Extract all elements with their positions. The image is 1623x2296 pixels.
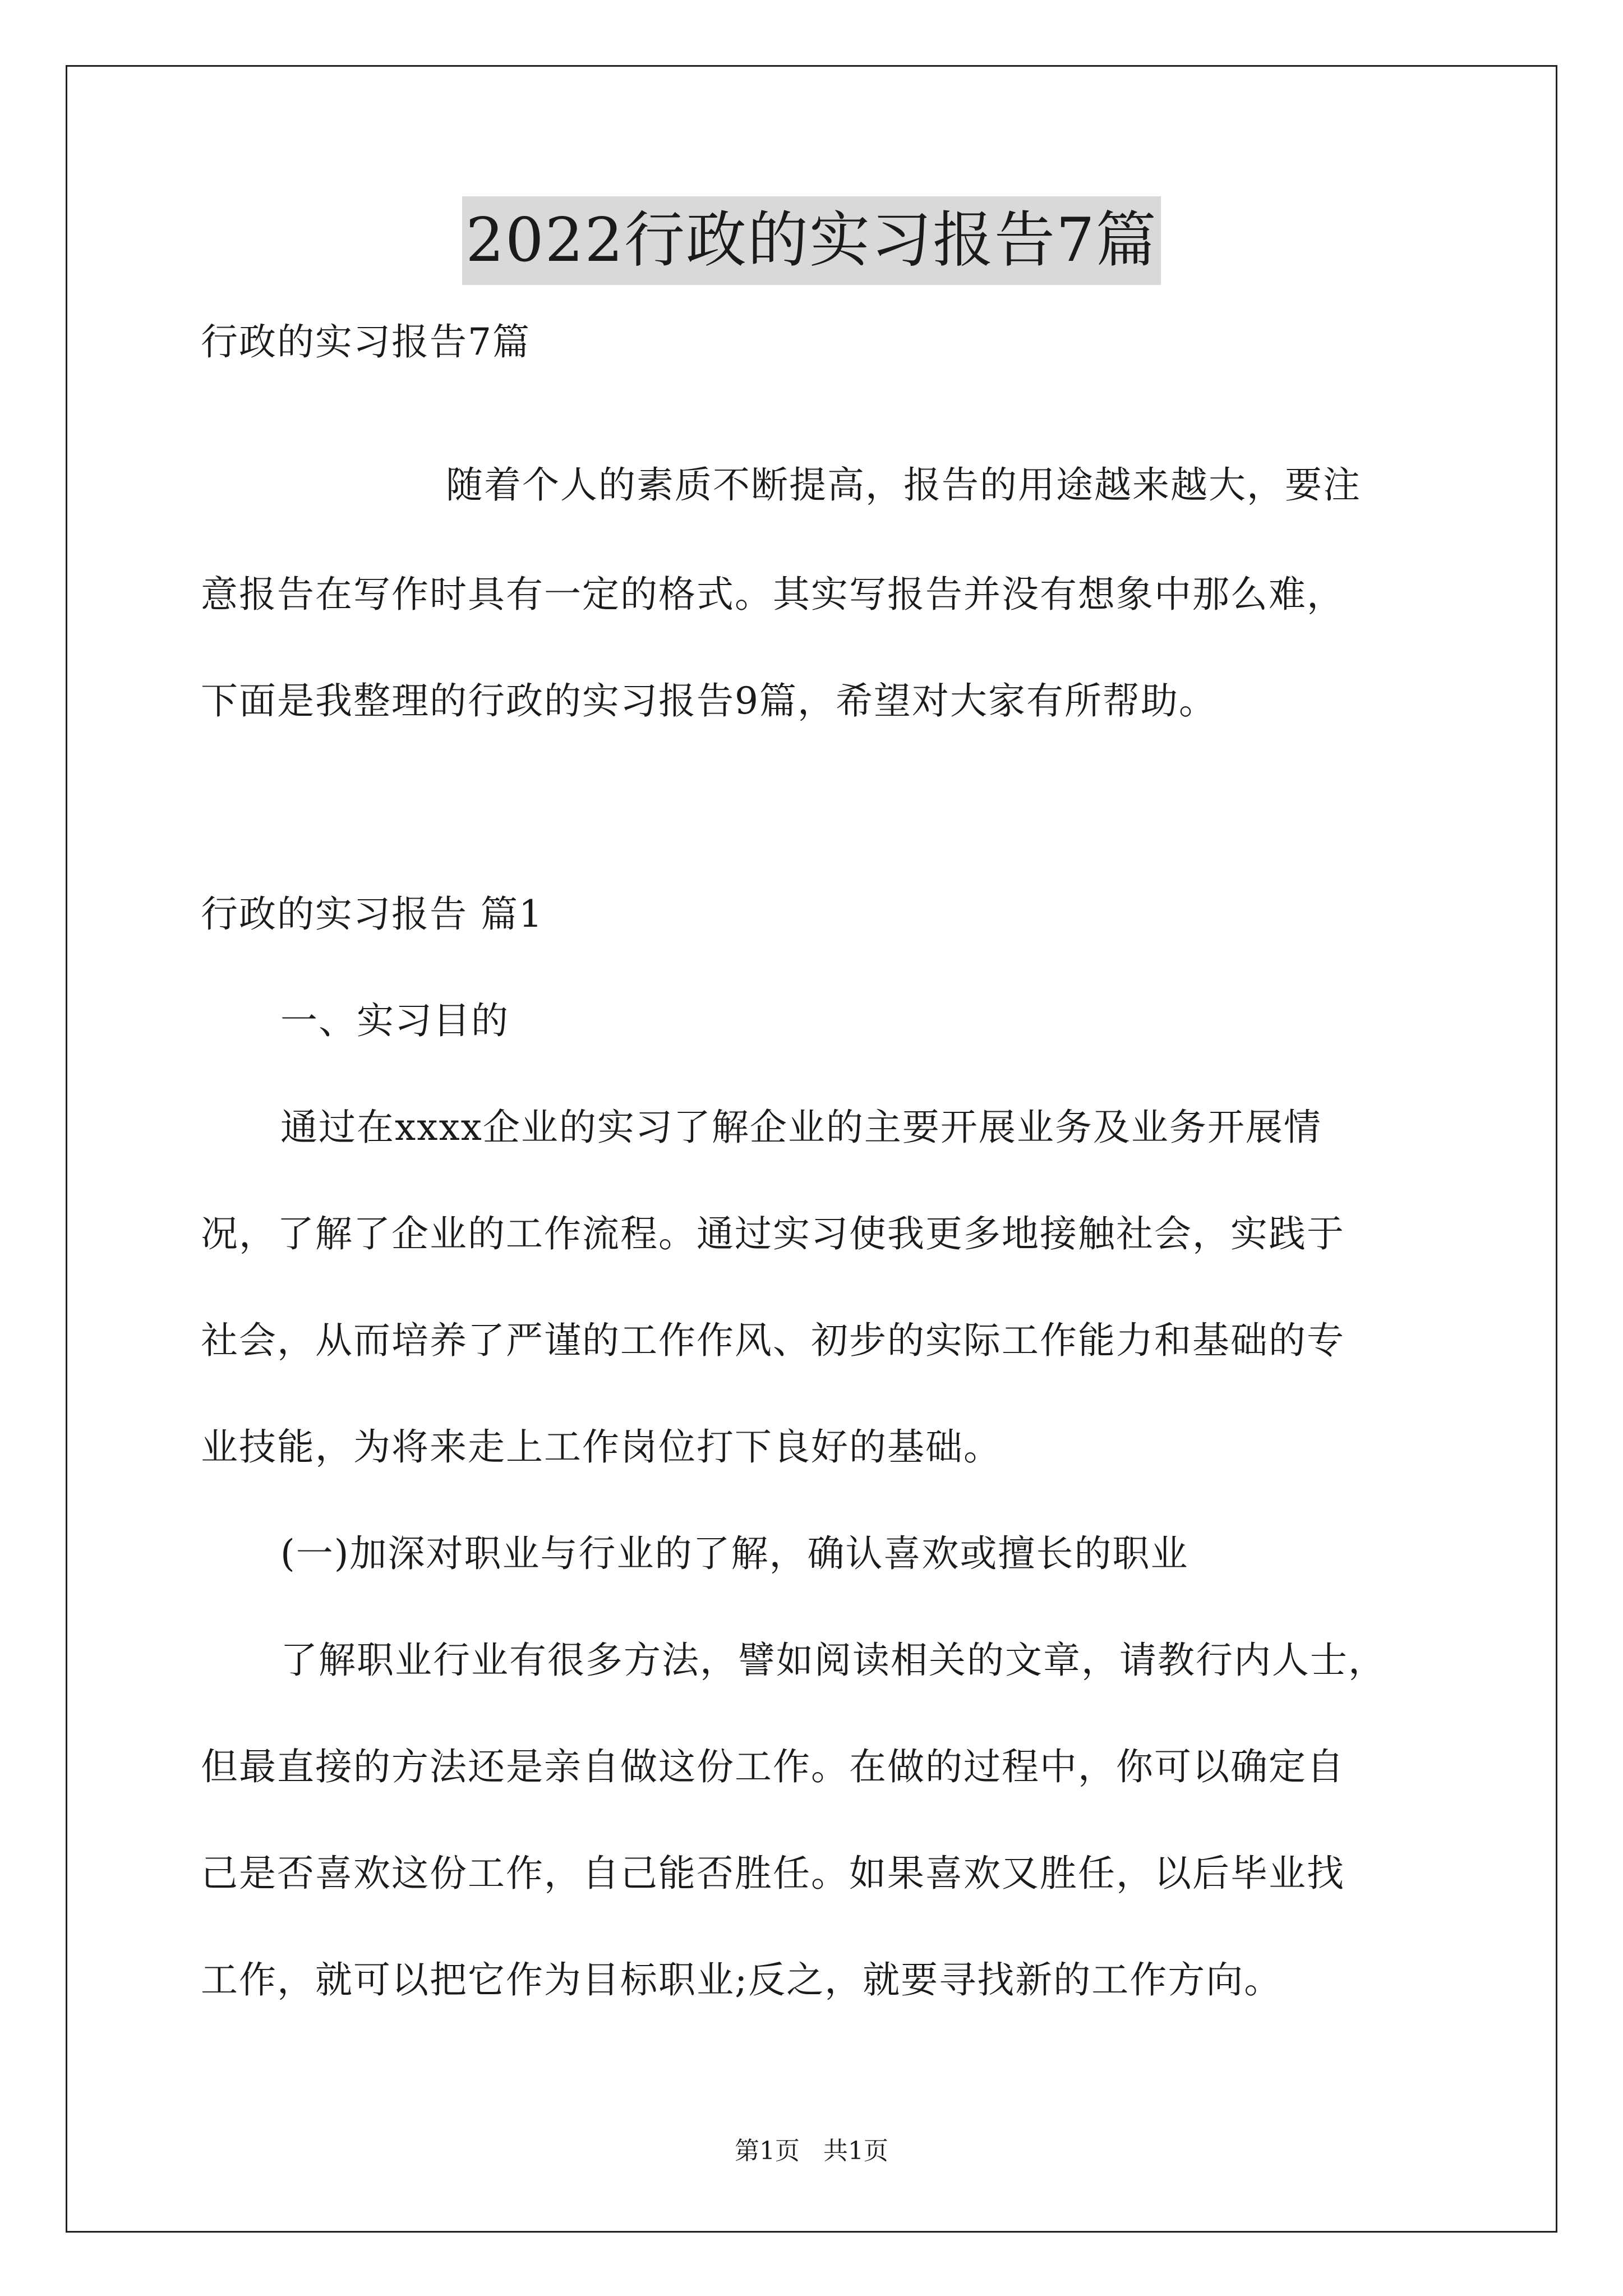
paragraph-line: 但最直接的方法还是亲自做这份工作。在做的过程中，你可以确定自: [201, 1745, 1345, 1788]
paragraph-line: 业技能，为将来走上工作岗位打下良好的基础。: [201, 1425, 1002, 1469]
document-title: 2022行政的实习报告7篇: [462, 196, 1161, 285]
paragraph-line: 了解职业行业有很多方法，譬如阅读相关的文章，请教行内人士，: [280, 1639, 1386, 1682]
paragraph-line: 况，了解了企业的工作流程。通过实习使我更多地接触社会，实践于: [201, 1212, 1345, 1255]
subtitle-line: 行政的实习报告7篇: [201, 320, 531, 364]
paragraph-line: 工作，就可以把它作为目标职业;反之，就要寻找新的工作方向。: [201, 1958, 1283, 2001]
section-heading: 行政的实习报告 篇1: [201, 892, 543, 936]
paragraph-line: 通过在xxxx企业的实习了解企业的主要开展业务及业务开展情: [280, 1106, 1322, 1149]
paragraph-line: 下面是我整理的行政的实习报告9篇，希望对大家有所帮助。: [201, 679, 1217, 723]
paragraph-line: 社会，从而培养了严谨的工作作风、初步的实际工作能力和基础的专: [201, 1319, 1345, 1362]
paragraph-line: 随着个人的素质不断提高，报告的用途越来越大，要注: [446, 463, 1361, 507]
paragraph-line: 意报告在写作时具有一定的格式。其实写报告并没有想象中那么难，: [201, 573, 1345, 616]
subheading: (一)加深对职业与行业的了解，确认喜欢或擅长的职业: [280, 1532, 1189, 1575]
page-footer: 第1页 共1页: [735, 2137, 888, 2165]
title-container: [0, 196, 1623, 285]
subheading: 一、实习目的: [280, 999, 509, 1042]
paragraph-line: 己是否喜欢这份工作，自己能否胜任。如果喜欢又胜任，以后毕业找: [201, 1852, 1345, 1895]
